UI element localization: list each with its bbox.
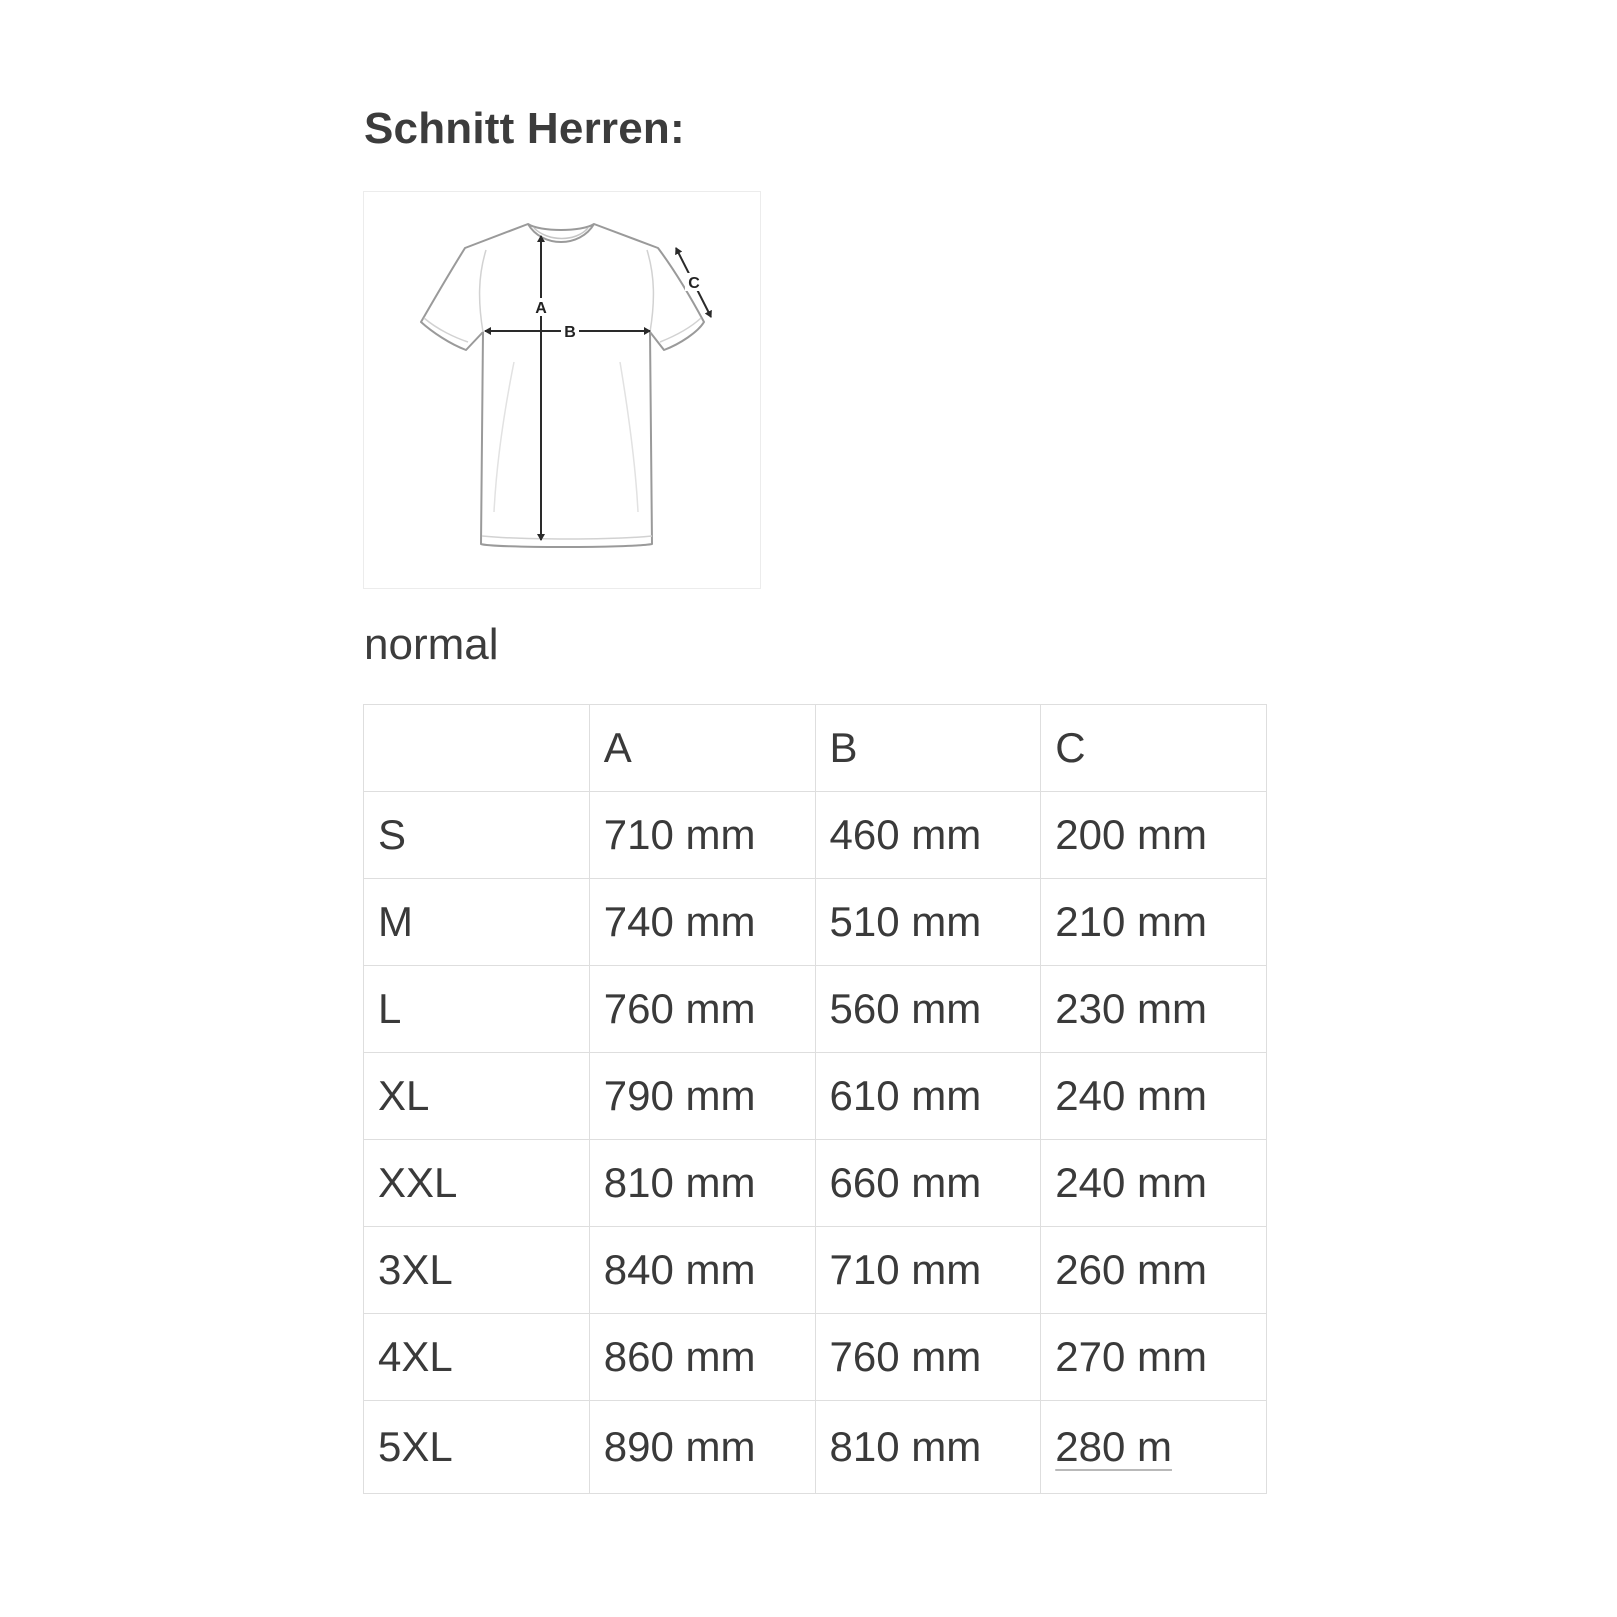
measure-c-cell: 210 mm: [1041, 879, 1267, 966]
measure-c-cell: 260 mm: [1041, 1227, 1267, 1314]
size-cell: M: [364, 879, 590, 966]
measure-b-cell: 510 mm: [815, 879, 1041, 966]
size-cell: XXL: [364, 1140, 590, 1227]
table-row: [364, 1053, 1267, 1140]
measure-b-cell: 660 mm: [815, 1140, 1041, 1227]
table-row: [364, 1314, 1267, 1401]
measure-c-value: 280 m: [1055, 1423, 1172, 1470]
measure-c-cell: 270 mm: [1041, 1314, 1267, 1401]
measure-a-cell: 790 mm: [589, 1053, 815, 1140]
measure-a-cell: 760 mm: [589, 966, 815, 1053]
header-b: B: [815, 705, 1041, 792]
measure-c-cell: [1041, 1401, 1267, 1494]
size-chart-table: [363, 704, 1267, 1494]
measure-b-cell: 610 mm: [815, 1053, 1041, 1140]
table-row: [364, 966, 1267, 1053]
measure-b-cell: 710 mm: [815, 1227, 1041, 1314]
tshirt-outline-icon: [364, 192, 760, 588]
label-a: A: [535, 300, 547, 317]
header-a: A: [589, 705, 815, 792]
table-row: [364, 1140, 1267, 1227]
measure-a-cell: 740 mm: [589, 879, 815, 966]
table-row: [364, 792, 1267, 879]
size-cell: L: [364, 966, 590, 1053]
measure-a-cell: 810 mm: [589, 1140, 815, 1227]
measure-a-cell: 710 mm: [589, 792, 815, 879]
table-row: [364, 879, 1267, 966]
measure-c-cell: 200 mm: [1041, 792, 1267, 879]
size-cell: 4XL: [364, 1314, 590, 1401]
measure-b-cell: 460 mm: [815, 792, 1041, 879]
measure-a-cell: 890 mm: [589, 1401, 815, 1494]
tshirt-measurement-diagram: [363, 191, 761, 589]
table-row: [364, 1227, 1267, 1314]
table-row: [364, 1401, 1267, 1494]
measure-c-cell: 240 mm: [1041, 1140, 1267, 1227]
fit-type-label: normal: [364, 620, 499, 669]
size-cell: XL: [364, 1053, 590, 1140]
measure-c-cell: 230 mm: [1041, 966, 1267, 1053]
size-cell: S: [364, 792, 590, 879]
size-cell: 3XL: [364, 1227, 590, 1314]
header-size: [364, 705, 590, 792]
size-cell: 5XL: [364, 1401, 590, 1494]
header-c: C: [1041, 705, 1267, 792]
measure-b-cell: 760 mm: [815, 1314, 1041, 1401]
measure-c-cell: 240 mm: [1041, 1053, 1267, 1140]
label-c: C: [688, 275, 700, 292]
table-header-row: [364, 705, 1267, 792]
section-heading: Schnitt Herren:: [364, 104, 685, 153]
measure-a-cell: 840 mm: [589, 1227, 815, 1314]
measure-b-cell: 810 mm: [815, 1401, 1041, 1494]
measure-a-cell: 860 mm: [589, 1314, 815, 1401]
label-b: B: [564, 324, 576, 341]
measure-b-cell: 560 mm: [815, 966, 1041, 1053]
